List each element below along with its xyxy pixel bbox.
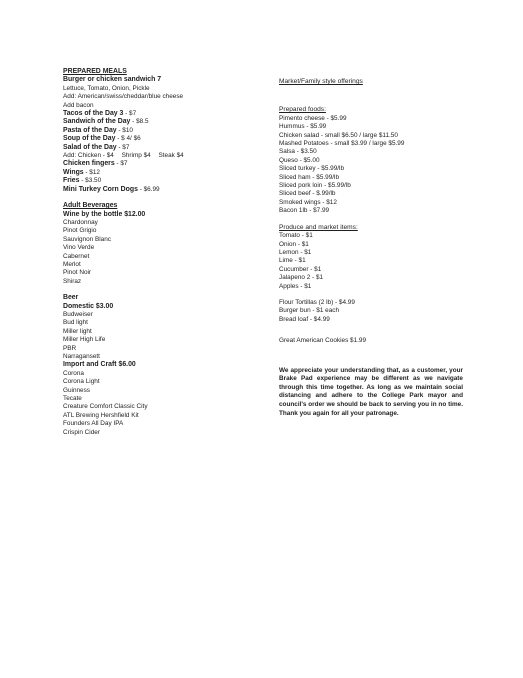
list-item: Sliced beef - $.99/lb bbox=[279, 190, 336, 198]
list-item: Corona bbox=[63, 369, 84, 377]
list-item: Burger bun - $1 each bbox=[279, 307, 340, 315]
list-item: Corona Light bbox=[63, 378, 100, 386]
list-item: Onion - $1 bbox=[279, 240, 309, 248]
prepared-meals-heading: PREPARED MEALS bbox=[63, 68, 127, 75]
menu-item: Sandwich of the Day - $8.5 bbox=[63, 118, 149, 126]
list-item: ATL Brewing Hershfield Kit bbox=[63, 411, 139, 419]
list-item: Queso - $5.00 bbox=[279, 156, 320, 164]
list-item: Tecate bbox=[63, 395, 82, 403]
domestic-heading: Domestic $3.00 bbox=[63, 302, 114, 310]
list-item: Lemon - $1 bbox=[279, 248, 312, 256]
list-item: Chicken salad - small $6.50 / large $11.50 bbox=[279, 131, 398, 139]
menu-item-detail: Add bacon bbox=[63, 101, 94, 109]
list-item: Creature Comfort Classic City bbox=[63, 403, 148, 411]
list-item: Vino Verde bbox=[63, 244, 95, 252]
list-item: Crispin Cider bbox=[63, 428, 100, 436]
menu-item-detail: Lettuce, Tomato, Onion, Pickle bbox=[63, 84, 150, 92]
list-item: Budweiser bbox=[63, 310, 93, 318]
produce-heading: Produce and market items: bbox=[279, 223, 358, 231]
menu-item: Burger or chicken sandwich 7 bbox=[63, 76, 162, 84]
list-item: Jalapeno 2 - $1 bbox=[279, 274, 324, 282]
adult-beverages-heading: Adult Beverages bbox=[63, 202, 118, 210]
list-item: Bud light bbox=[63, 319, 88, 327]
list-item: Guinness bbox=[63, 386, 90, 394]
list-item: Apples - $1 bbox=[279, 282, 312, 290]
wine-heading: Wine by the bottle $12.00 bbox=[63, 210, 146, 218]
list-item: Sliced ham - $5.99/lb bbox=[279, 173, 340, 181]
import-heading: Import and Craft $6.00 bbox=[63, 361, 136, 369]
list-item: Pimento cheese - $5.99 bbox=[279, 114, 347, 122]
list-item: Tomato - $1 bbox=[279, 232, 313, 240]
prepared-foods-list bbox=[279, 115, 463, 216]
menu-item: Chicken fingers - $7 bbox=[63, 160, 128, 168]
beer-heading: Beer bbox=[63, 294, 79, 302]
cookie-item: Great American Cookies $1.99 bbox=[279, 337, 367, 345]
list-item: Pinot Grigio bbox=[63, 227, 97, 235]
import-list bbox=[63, 370, 263, 437]
prepared-foods-heading: Prepared foods: bbox=[279, 106, 326, 114]
domestic-list bbox=[63, 311, 263, 361]
list-item: Mashed Potatoes - small $3.99 / large $5.99 bbox=[279, 140, 405, 148]
list-item: Chardonnay bbox=[63, 218, 98, 226]
salad-add-ons: Add: Chicken - $4 Shrimp $4 Steak $4 bbox=[63, 152, 184, 160]
menu-item: Tacos of the Day 3 - $7 bbox=[63, 110, 137, 118]
list-item: Pinot Noir bbox=[63, 269, 92, 277]
list-item: Sauvignon Blanc bbox=[63, 235, 111, 243]
notice-paragraph: We appreciate your understanding that, as a customer, your Brake Pad experience may be different as we navigate through this time together. As long as we maintain social distancing and adhere to the College Park mayor and council's order we should be back to serving you in no time. Thank you again for all your patronage. bbox=[279, 366, 463, 417]
wine-list bbox=[63, 219, 263, 286]
right-column bbox=[279, 78, 463, 418]
list-item: Salsa - $3.50 bbox=[279, 148, 317, 156]
menu-item: Pasta of the Day - $10 bbox=[63, 126, 133, 134]
list-item: Sliced turkey - $5.99/lb bbox=[279, 165, 345, 173]
left-column bbox=[63, 68, 263, 437]
bakery-list bbox=[279, 299, 463, 324]
market-heading: Market/Family style offerings bbox=[279, 78, 363, 85]
list-item: Merlot bbox=[63, 260, 81, 268]
menu-item: Fries - $3.50 bbox=[63, 177, 102, 185]
list-item: Cucumber - $1 bbox=[279, 265, 322, 273]
list-item: Narragansett bbox=[63, 353, 100, 360]
menu-item: Mini Turkey Corn Dogs - $6.99 bbox=[63, 185, 160, 193]
list-item: Flour Tortillas (2 lb) - $4.99 bbox=[279, 298, 355, 306]
produce-list bbox=[279, 232, 463, 291]
menu-item: Soup of the Day - $ 4/ $6 bbox=[63, 135, 141, 143]
list-item: Bread loaf - $4.99 bbox=[279, 315, 330, 323]
list-item: Lime - $1 bbox=[279, 257, 306, 265]
list-item: Miller light bbox=[63, 327, 92, 335]
menu-item: Salad of the Day - $7 bbox=[63, 143, 130, 151]
list-item: Sliced pork loin - $5.99/lb bbox=[279, 182, 351, 190]
list-item: Cabernet bbox=[63, 252, 90, 260]
list-item: PBR bbox=[63, 344, 77, 352]
list-item: Miller High Life bbox=[63, 336, 106, 344]
list-item: Hummus - $5.99 bbox=[279, 123, 327, 131]
list-item: Bacon 1lb - $7.99 bbox=[279, 207, 330, 215]
list-item: Smoked wings - $12 bbox=[279, 198, 337, 206]
menu-item-detail: Add: American/swiss/cheddar/blue cheese bbox=[63, 93, 184, 101]
menu-item: Wings - $12 bbox=[63, 168, 100, 176]
list-item: Founders All Day IPA bbox=[63, 420, 124, 428]
list-item: Shiraz bbox=[63, 277, 82, 285]
